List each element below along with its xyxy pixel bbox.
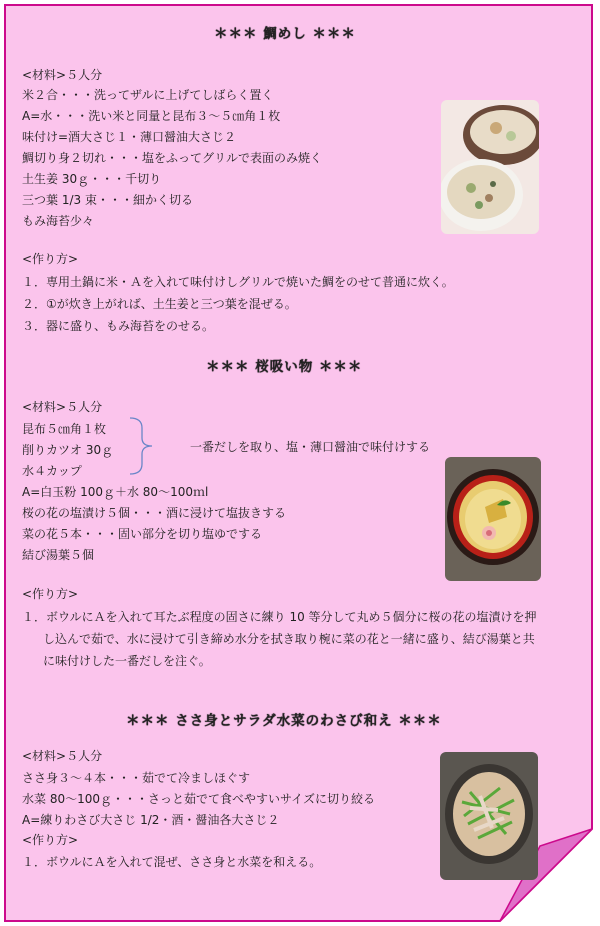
recipe-1-step: １．専用土鍋に米・Ａを入れて味付けしグリルで焼いた鯛をのせて普通に炊く。 [22,275,454,289]
recipe-1-ingredient: 三つ葉 1/3 束・・・細かく切る [22,193,193,207]
recipe-2-step: し込んで茹で、水に浸けて引き締め水分を拭き取り椀に菜の花と一緒に盛り、結び湯葉と共 [43,632,535,646]
recipe-1-ingredient: 味付け=酒大さじ１・薄口醤油大さじ２ [22,130,237,144]
recipe-2-ingredient: 水４カップ [22,464,82,478]
recipe-3-method-header: <作り方> [22,833,79,847]
recipe-1-ingredients-header: <材料>５人分 [22,68,103,82]
recipe-card [4,4,594,922]
sasami-mizuna-photo [440,752,538,880]
recipe-3-ingredients-header: <材料>５人分 [22,749,103,763]
recipe-2-ingredients-header: <材料>５人分 [22,400,103,414]
recipe-2-ingredient: 昆布５㎝角１枚 [22,422,107,436]
recipe-1-title: ＊＊＊ 鯛めし ＊＊＊ [214,26,356,42]
recipe-1-step: ２．①が炊き上がれば、土生姜と三つ葉を混ぜる。 [22,297,297,311]
recipe-1-ingredient: 鯛切り身２切れ・・・塩をふってグリルで表面のみ焼く [22,151,323,165]
recipe-2-ingredient: 削りカツオ 30ｇ [22,443,114,457]
recipe-1-ingredient: 土生姜 30ｇ・・・千切り [22,172,162,186]
recipe-2-step: １．ボウルにＡを入れて耳たぶ程度の固さに練り 10 等分して丸め５個分に桜の花の塩漬けを押 [22,610,537,624]
recipe-1-ingredient: もみ海苔少々 [22,214,95,228]
recipe-3-ingredient: 水菜 80～100ｇ・・・さっと茹でて食べやすいサイズに切り絞る [22,792,376,806]
sakura-soup-photo [445,457,541,581]
recipe-2-ingredient: 結び湯葉５個 [22,548,95,562]
brace-icon [128,416,158,476]
recipe-2-ingredient: 桜の花の塩漬け５個・・・酒に浸けて塩抜きする [22,506,287,520]
recipe-3-step: １．ボウルにＡを入れて混ぜ、ささ身と水菜を和える。 [22,855,322,869]
recipe-2-ingredient: 菜の花５本・・・固い部分を切り塩ゆでする [22,527,263,541]
recipe-2-title: ＊＊＊ 桜吸い物 ＊＊＊ [206,359,363,375]
recipe-1-ingredient: A=水・・・洗い米と同量と昆布３～５㎝角１枚 [22,109,281,123]
recipe-2-step: に味付けした一番だしを注ぐ。 [43,654,211,668]
recipe-2-method-header: <作り方> [22,587,79,601]
recipe-1-method-header: <作り方> [22,252,79,266]
recipe-3-ingredient: A=練りわさび大さじ 1/2・酒・醤油各大さじ２ [22,813,280,827]
recipe-1-ingredient: 米２合・・・洗ってザルに上げてしばらく置く [22,88,274,102]
recipe-3-ingredient: ささ身３～４本・・・茹でて冷ましほぐす [22,771,251,785]
recipe-1-step: ３．器に盛り、もみ海苔をのせる。 [22,319,215,333]
recipe-2-brace-note: 一番だしを取り、塩・薄口醤油で味付けする [190,440,431,454]
recipe-3-title: ＊＊＊ ささ身とサラダ水菜のわさび和え ＊＊＊ [126,713,442,729]
recipe-2-ingredient: A=白玉粉 100ｇ＋水 80～100ｍl [22,485,209,499]
tai-meshi-photo [441,100,539,234]
